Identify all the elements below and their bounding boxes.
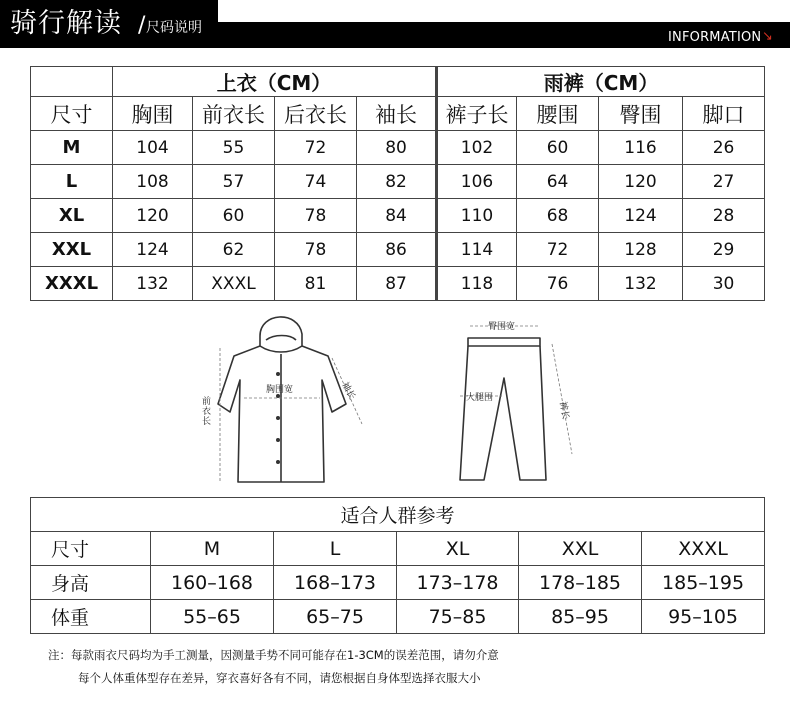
label-front-length-char-3: 长 [202, 417, 212, 427]
value-cell: 95–105 [642, 600, 765, 634]
value-cell: 87 [357, 267, 437, 301]
fit-table-title: 适合人群参考 [31, 498, 765, 532]
size-cell: L [274, 532, 397, 566]
value-cell: 132 [113, 267, 193, 301]
value-cell: 82 [357, 165, 437, 199]
value-cell: 102 [437, 131, 517, 165]
value-cell: 27 [683, 165, 765, 199]
size-cell: XL [397, 532, 519, 566]
value-cell: 60 [193, 199, 275, 233]
size-table-corner [31, 67, 113, 97]
value-cell: 55–65 [151, 600, 274, 634]
value-cell: 110 [437, 199, 517, 233]
table-row [31, 267, 765, 301]
value-cell: 29 [683, 233, 765, 267]
value-cell: 124 [113, 233, 193, 267]
column-header: 裤子长 [437, 97, 517, 131]
note-body-type: 每个人体重体型存在差异，穿衣喜好各有不同，请您根据自身体型选择衣服大小 [78, 671, 481, 685]
value-cell: 120 [113, 199, 193, 233]
column-header: 尺寸 [31, 97, 113, 131]
size-cell: XXXL [31, 267, 113, 301]
garment-diagram-svg [190, 304, 610, 494]
value-cell: 75–85 [397, 600, 519, 634]
row-label: 体重 [31, 600, 151, 634]
value-cell: 173–178 [397, 566, 519, 600]
value-cell: 120 [599, 165, 683, 199]
group-jacket-header: 上衣（CM） [113, 67, 437, 97]
size-cell: M [151, 532, 274, 566]
table-row [31, 566, 765, 600]
value-cell: 85–95 [519, 600, 642, 634]
column-header: 胸围 [113, 97, 193, 131]
value-cell: 81 [275, 267, 357, 301]
table-row [31, 199, 765, 233]
header-separator: / [138, 13, 146, 38]
header-information-label: INFORMATION [668, 30, 762, 45]
value-cell: 178–185 [519, 566, 642, 600]
header-title: 骑行解读 [10, 8, 122, 39]
column-header: 袖长 [357, 97, 437, 131]
column-header: 后衣长 [275, 97, 357, 131]
value-cell: 104 [113, 131, 193, 165]
table-row [31, 532, 765, 566]
value-cell: 108 [113, 165, 193, 199]
group-pants-header: 雨裤（CM） [437, 67, 765, 97]
value-cell: 116 [599, 131, 683, 165]
row-label: 身高 [31, 566, 151, 600]
label-front-length-char-2: 衣 [202, 407, 212, 417]
value-cell: 65–75 [274, 600, 397, 634]
column-header: 脚口 [683, 97, 765, 131]
value-cell: 62 [193, 233, 275, 267]
size-cell: XL [31, 199, 113, 233]
value-cell: 78 [275, 233, 357, 267]
garment-diagrams [190, 304, 610, 494]
header-subtitle: 尺码说明 [146, 20, 202, 36]
label-hip-width: 臀围宽 [488, 322, 516, 332]
value-cell: 68 [517, 199, 599, 233]
value-cell: 132 [599, 267, 683, 301]
value-cell: XXXL [193, 267, 275, 301]
size-cell: XXL [519, 532, 642, 566]
column-header: 腰围 [517, 97, 599, 131]
value-cell: 160–168 [151, 566, 274, 600]
table-row [31, 600, 765, 634]
note-measurement: 注：每款雨衣尺码均为手工测量，因测量手势不同可能存在1-3CM的误差范围，请勿介意 [48, 648, 499, 662]
size-table-group-row [31, 67, 765, 97]
table-row [31, 131, 765, 165]
value-cell: 114 [437, 233, 517, 267]
value-cell: 84 [357, 199, 437, 233]
header-title-box [0, 0, 218, 48]
value-cell: 57 [193, 165, 275, 199]
jacket-measure-lines [220, 348, 362, 482]
value-cell: 118 [437, 267, 517, 301]
value-cell: 185–195 [642, 566, 765, 600]
arrow-icon: ↘ [762, 29, 773, 44]
fit-reference-table [30, 497, 765, 634]
value-cell: 86 [357, 233, 437, 267]
label-sleeve-length: 袖长 [339, 380, 357, 402]
value-cell: 72 [275, 131, 357, 165]
value-cell: 72 [517, 233, 599, 267]
value-cell: 30 [683, 267, 765, 301]
value-cell: 60 [517, 131, 599, 165]
value-cell: 74 [275, 165, 357, 199]
size-table [30, 66, 765, 301]
size-cell: M [31, 131, 113, 165]
value-cell: 76 [517, 267, 599, 301]
size-cell: XXL [31, 233, 113, 267]
value-cell: 78 [275, 199, 357, 233]
value-cell: 64 [517, 165, 599, 199]
jacket-outline-icon [218, 317, 346, 482]
value-cell: 55 [193, 131, 275, 165]
size-cell: L [31, 165, 113, 199]
size-cell: XXXL [642, 532, 765, 566]
pants-outline-icon [460, 338, 546, 480]
table-row [31, 233, 765, 267]
value-cell: 80 [357, 131, 437, 165]
value-cell: 128 [599, 233, 683, 267]
value-cell: 124 [599, 199, 683, 233]
value-cell: 106 [437, 165, 517, 199]
label-front-length-char-1: 前 [202, 397, 212, 407]
column-header: 前衣长 [193, 97, 275, 131]
row-label: 尺寸 [31, 532, 151, 566]
column-header: 臀围 [599, 97, 683, 131]
value-cell: 26 [683, 131, 765, 165]
table-row [31, 165, 765, 199]
size-table-column-header-row [31, 97, 765, 131]
label-thigh: 大腿围 [466, 393, 494, 403]
value-cell: 168–173 [274, 566, 397, 600]
label-pants-length: 裤长 [557, 400, 571, 421]
fit-table-title-row [31, 498, 765, 532]
value-cell: 28 [683, 199, 765, 233]
label-chest-width: 胸围宽 [266, 385, 294, 395]
